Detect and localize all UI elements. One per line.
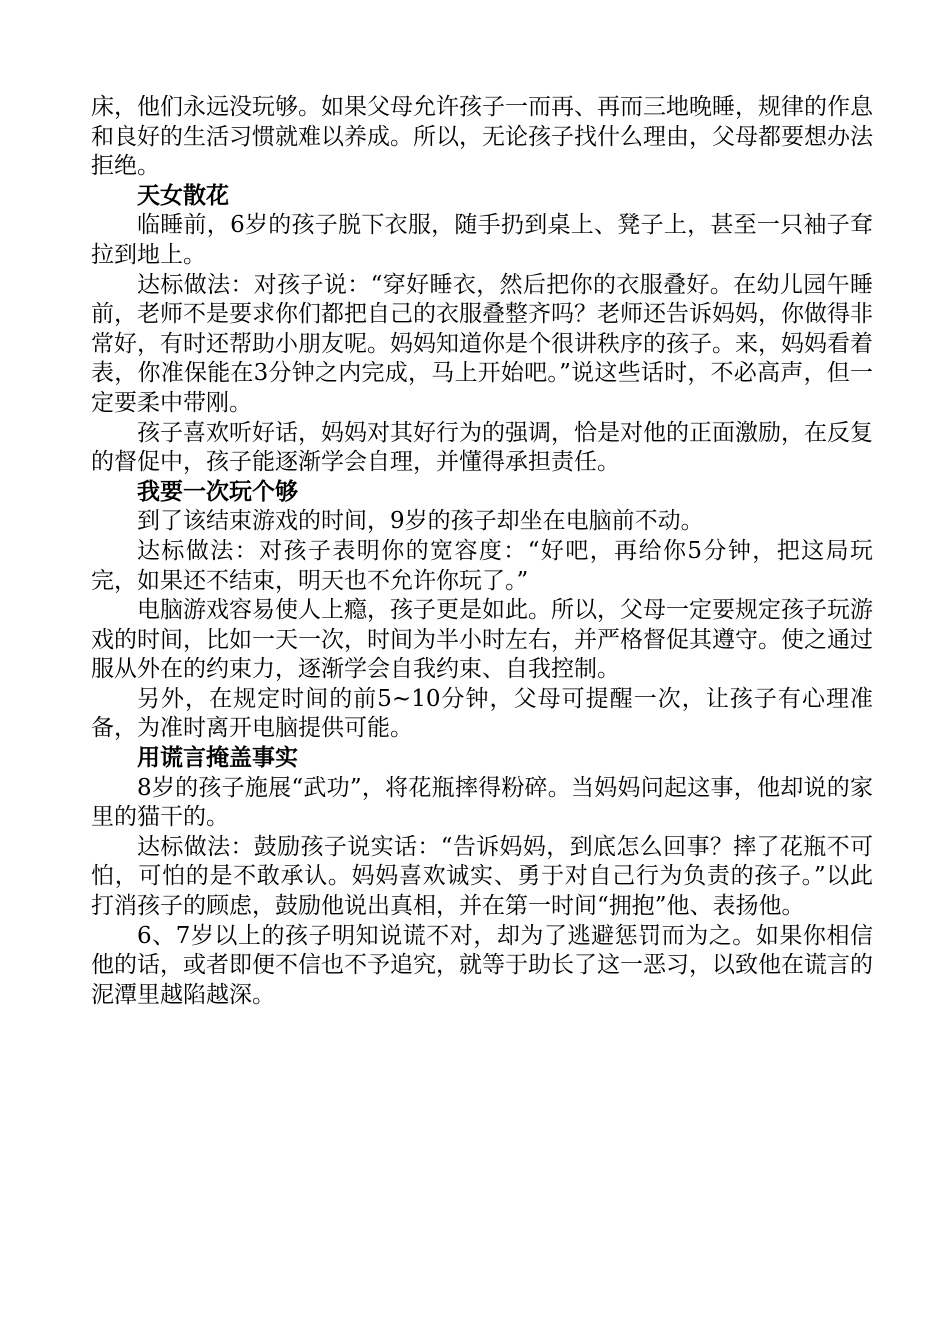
paragraph-bedtime-conclusion: 床，他们永远没玩够。如果父母允许孩子一而再、再而三地晚睡，规律的作息和良好的生活习惯就难以养成。所以，无论孩子找什么理由，父母都要想办法拒绝。 (91, 94, 873, 180)
paragraph-play-enough-method: 达标做法：对孩子表明你的宽容度：“好吧，再给你5分钟，把这局玩完，如果还不结束，明天也不允许你玩了。” (91, 537, 873, 594)
paragraph-lying-scenario: 8岁的孩子施展“武功”，将花瓶摔得粉碎。当妈妈问起这事，他却说的家里的猫干的。 (91, 774, 873, 831)
paragraph-scattered-clothes-scenario: 临睡前，6岁的孩子脱下衣服，随手扔到桌上、凳子上，甚至一只袖子耷拉到地上。 (91, 212, 873, 268)
paragraph-play-enough-tip: 另外，在规定时间的前5~10分钟，父母可提醒一次，让孩子有心理准备，为准时离开电脑提供可能。 (91, 685, 873, 742)
section-heading-lying: 用谎言掩盖事实 (137, 745, 298, 772)
paragraph-scattered-clothes-method: 达标做法：对孩子说：“穿好睡衣，然后把你的衣服叠好。在幼儿园午睡前，老师不是要求你们都把自己的衣服叠整齐吗？老师还告诉妈妈，你做得非常好，有时还帮助小朋友呢。妈妈知道你是个很讲秩序的孩子。来，妈妈看着表，你准保能在3分钟之内完成，马上开始吧。”说这些话时，不必高声，但一定要柔中带刚。 (91, 271, 873, 416)
paragraph-lying-method: 达标做法：鼓励孩子说实话：“告诉妈妈，到底怎么回事？摔了花瓶不可怕，可怕的是不敢承认。妈妈喜欢诚实、勇于对自己行为负责的孩子。”以此打消孩子的顾虑，鼓励他说出真相，并在第一时间“拥抱”他、表扬他。 (91, 833, 873, 920)
document-page (91, 93, 873, 1010)
paragraph-lying-explanation: 6、7岁以上的孩子明知说谎不对，却为了逃避惩罚而为之。如果你相信他的话，或者即便不信也不予追究，就等于助长了这一恶习，以致他在谎言的泥潭里越陷越深。 (91, 922, 873, 1008)
section-heading-scattered-clothes: 天女散花 (137, 182, 229, 209)
paragraph-scattered-clothes-explanation: 孩子喜欢听好话，妈妈对其好行为的强调，恰是对他的正面激励，在反复的督促中，孩子能逐渐学会自理，并懂得承担责任。 (91, 419, 873, 476)
paragraph-play-enough-scenario: 到了该结束游戏的时间，9岁的孩子却坐在电脑前不动。 (137, 508, 704, 535)
paragraph-play-enough-explanation: 电脑游戏容易使人上瘾，孩子更是如此。所以，父母一定要规定孩子玩游戏的时间，比如一天一次，时间为半小时左右，并严格督促其遵守。使之通过服从外在的约束力，逐渐学会自我约束、自我控制。 (91, 597, 873, 683)
section-heading-play-enough: 我要一次玩个够 (137, 478, 298, 505)
